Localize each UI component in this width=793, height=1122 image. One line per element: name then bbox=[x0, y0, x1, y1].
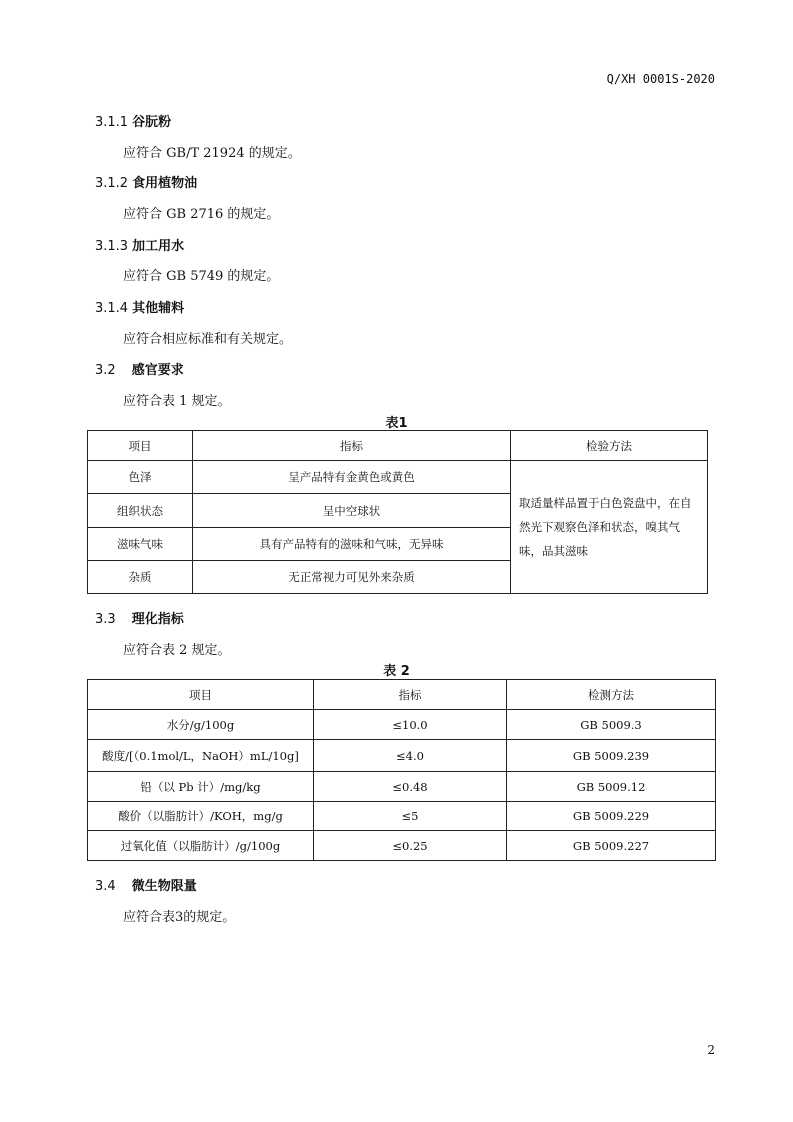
table-cell: ≤4.0 bbox=[314, 740, 507, 772]
section-text-3-2: 应符合表 1 规定。 bbox=[123, 394, 231, 409]
section-heading-3-1-4 bbox=[95, 297, 184, 316]
physicochemical-indicators-table bbox=[87, 679, 716, 861]
table-row bbox=[88, 772, 716, 802]
section-heading-3-3 bbox=[95, 608, 184, 627]
table-header-row bbox=[88, 680, 716, 710]
section-heading-3-4 bbox=[95, 875, 197, 894]
column-header: 检验方法 bbox=[511, 431, 708, 461]
table-header-row bbox=[88, 431, 708, 461]
table-cell: ≤0.48 bbox=[314, 772, 507, 802]
column-header: 项目 bbox=[88, 680, 314, 710]
table-row bbox=[88, 802, 716, 831]
table-cell: 色泽 bbox=[88, 461, 193, 494]
column-header: 项目 bbox=[88, 431, 193, 461]
section-title: 食用植物油 bbox=[132, 176, 198, 191]
section-number: 3.1.4 bbox=[95, 301, 129, 316]
section-number: 3.1.3 bbox=[95, 239, 129, 254]
table-row bbox=[88, 461, 708, 494]
table-cell: 呈中空球状 bbox=[193, 494, 511, 528]
table-cell: GB 5009.229 bbox=[507, 802, 716, 831]
page-number: 2 bbox=[707, 1043, 715, 1057]
table-cell: ≤10.0 bbox=[314, 710, 507, 740]
column-header: 指标 bbox=[314, 680, 507, 710]
table-cell: 酸度/[（0.1mol/L，NaOH）mL/10g] bbox=[88, 740, 314, 772]
section-title: 理化指标 bbox=[131, 612, 184, 627]
table-cell: 无正常视力可见外来杂质 bbox=[193, 561, 511, 594]
section-title: 其他辅料 bbox=[132, 301, 185, 316]
section-title: 微生物限量 bbox=[131, 879, 197, 894]
table-cell: 过氧化值（以脂肪计）/g/100g bbox=[88, 831, 314, 861]
table-cell: 杂质 bbox=[88, 561, 193, 594]
table-cell: GB 5009.3 bbox=[507, 710, 716, 740]
section-title: 加工用水 bbox=[132, 239, 185, 254]
table-cell: 组织状态 bbox=[88, 494, 193, 528]
table-cell: ≤0.25 bbox=[314, 831, 507, 861]
section-number: 3.3 bbox=[95, 612, 116, 627]
table-row bbox=[88, 710, 716, 740]
table-cell: 滋味气味 bbox=[88, 528, 193, 561]
table2-caption: 表 2 bbox=[383, 664, 410, 679]
sensory-requirements-table bbox=[87, 430, 708, 594]
section-text-3-1-1: 应符合 GB/T 21924 的规定。 bbox=[123, 146, 301, 161]
table-cell: 呈产品特有金黄色或黄色 bbox=[193, 461, 511, 494]
section-heading-3-2 bbox=[95, 359, 184, 378]
section-heading-3-1-2 bbox=[95, 172, 197, 191]
table-cell: GB 5009.227 bbox=[507, 831, 716, 861]
section-text-3-3: 应符合表 2 规定。 bbox=[123, 643, 231, 658]
section-number: 3.1.1 bbox=[95, 115, 129, 130]
section-title: 谷朊粉 bbox=[132, 115, 172, 130]
section-text-3-4: 应符合表3的规定。 bbox=[123, 910, 236, 925]
section-heading-3-1-1 bbox=[95, 111, 171, 130]
section-number: 3.1.2 bbox=[95, 176, 129, 191]
table-cell: 酸价（以脂肪计）/KOH，mg/g bbox=[88, 802, 314, 831]
document-code: Q/XH 0001S-2020 bbox=[606, 72, 715, 86]
section-heading-3-1-3 bbox=[95, 235, 184, 254]
section-text-3-1-3: 应符合 GB 5749 的规定。 bbox=[123, 269, 280, 284]
column-header: 指标 bbox=[193, 431, 511, 461]
section-number: 3.2 bbox=[95, 363, 116, 378]
table-cell: GB 5009.12 bbox=[507, 772, 716, 802]
table-cell: 水分/g/100g bbox=[88, 710, 314, 740]
inspection-method-cell: 取适量样品置于白色瓷盘中，在自然光下观察色泽和状态，嗅其气味，品其滋味 bbox=[511, 461, 708, 594]
table-cell: GB 5009.239 bbox=[507, 740, 716, 772]
section-text-3-1-2: 应符合 GB 2716 的规定。 bbox=[123, 207, 280, 222]
section-text-3-1-4: 应符合相应标准和有关规定。 bbox=[123, 332, 293, 347]
table-cell: 铅（以 Pb 计）/mg/kg bbox=[88, 772, 314, 802]
section-title: 感官要求 bbox=[131, 363, 184, 378]
section-number: 3.4 bbox=[95, 879, 116, 894]
table-cell: 具有产品特有的滋味和气味，无异味 bbox=[193, 528, 511, 561]
table-cell: ≤5 bbox=[314, 802, 507, 831]
table-row bbox=[88, 740, 716, 772]
table1-caption: 表1 bbox=[385, 416, 408, 431]
column-header: 检测方法 bbox=[507, 680, 716, 710]
table-row bbox=[88, 831, 716, 861]
